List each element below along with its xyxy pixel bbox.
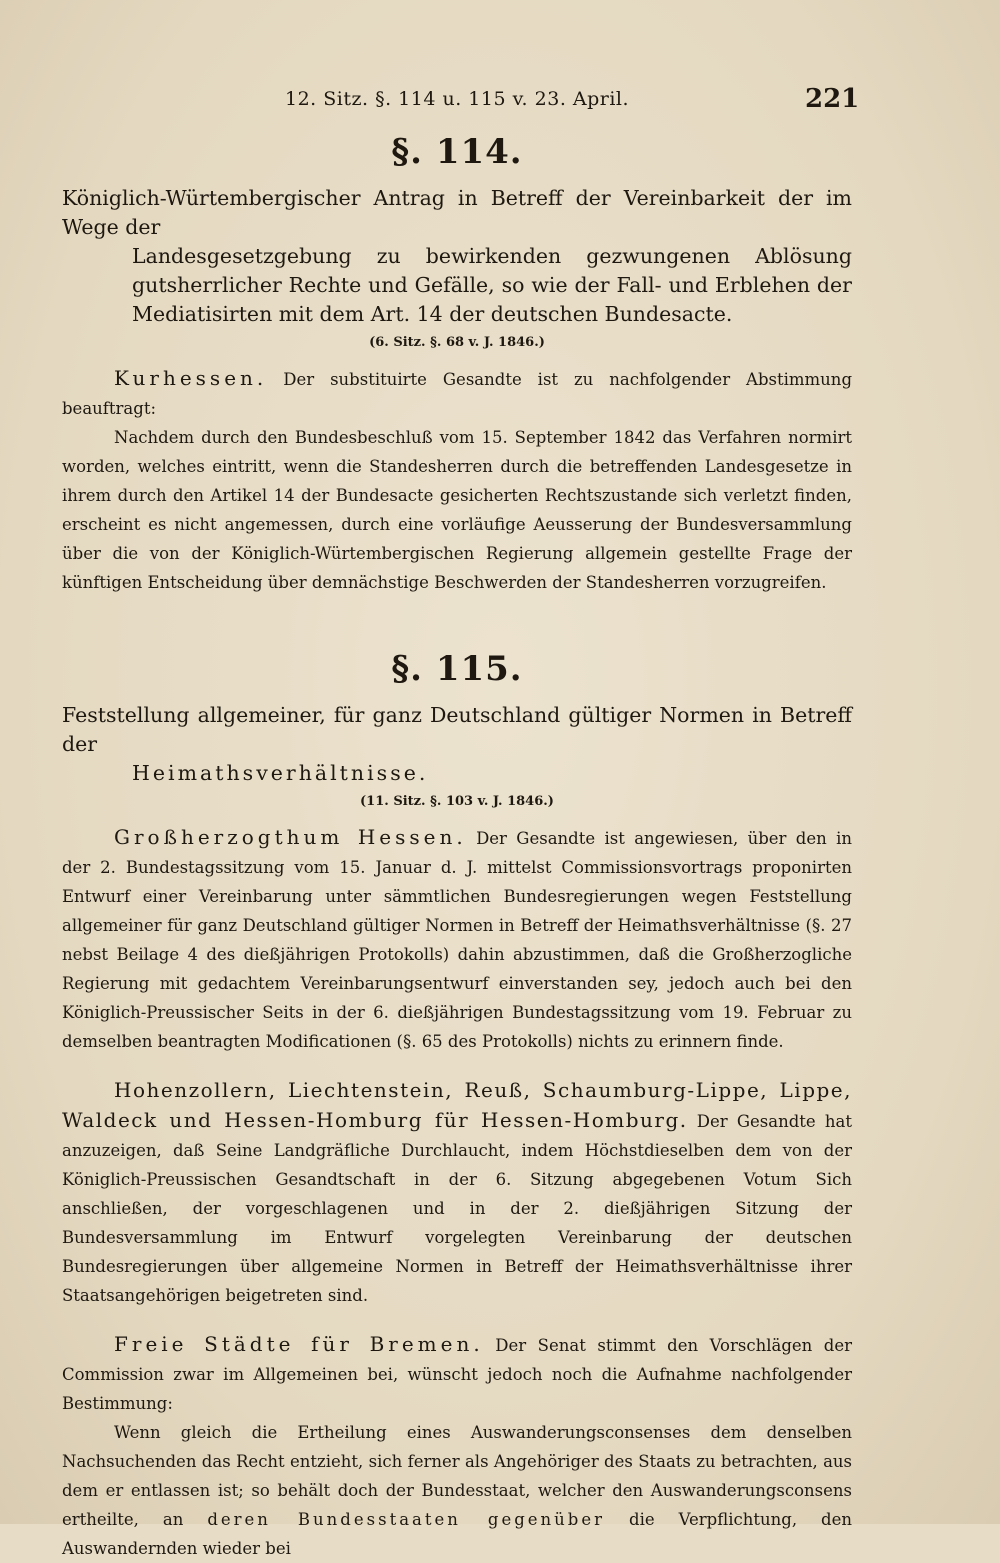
paragraph-gap	[62, 1310, 852, 1330]
section-title	[62, 701, 852, 788]
vote-paragraph	[62, 364, 852, 423]
section-heading: §. 115.	[391, 649, 523, 689]
section-gap	[62, 597, 852, 649]
section-title-line2: Heimathsverhältnisse.	[132, 761, 429, 785]
section-title	[62, 184, 852, 329]
state-name: Hohenzollern, Liechtenstein, Reuß, Schaumburg-Lippe, Lippe, Waldeck und Hessen-Homburg für Hessen-Homburg.	[62, 1078, 852, 1132]
state-name: Kurhessen.	[114, 366, 268, 390]
vote-text: Der Senat stimmt den Vorschlägen der Commission zwar im Allgemeinen bei, wünscht jedoch noch die Aufnahme nachfolgender Bestimmung:	[62, 1336, 853, 1413]
vote-paragraph: Nachdem durch den Bundesbeschluß vom 15. September 1842 das Verfahren normirt worden, welches eintritt, wenn die Standesherren durch die betreffenden Landesgesetze in ihrem durch den Artikel 14 der Bundesacte gesicherten Rechtszustande sich verletzt finden, erscheint es nicht angemessen, durch eine vorläufige Aeusserung der Bundesversammlung über die von der Königlich-Würtembergischen Regierung allgemein gestellte Frage der künftigen Entscheidung über demnächstige Beschwerden der Standesherren vorzugreifen.	[62, 428, 852, 592]
paragraph-gap	[62, 1056, 852, 1076]
vote-paragraph	[62, 1076, 852, 1310]
vote-text: Der Gesandte hat anzuzeigen, daß Seine Landgräfliche Durchlaucht, indem Höchstdieselben dem von der Königlich-Preussischen Gesandtschaft in der 6. Sitzung abgegebenen Votum Sich anschließen, der vorgeschlagenen und in der 2. dießjährigen Sitzung der Bundesversammlung im Entwurf vorgelegten Vereinbarung der deutschen Bundesregierungen über allgemeine Normen in Betreff der Heimathsverhältnisse ihrer Staatsangehörigen beigetreten sind.	[62, 1112, 852, 1305]
page-content	[62, 132, 852, 1563]
vote-paragraph	[62, 823, 852, 1056]
vote-text: Der Gesandte ist angewiesen, über den in der 2. Bundestagssitzung vom 15. Januar d. J. mittelst Commissionsvortrags proponirten Entwurf einer Vereinbarung unter sämmtlichen Bundesregierungen wegen Feststellung allgemeiner für ganz Deutschland gültiger Normen in Betreff der Heimathsverhältnisse (§. 27 nebst Beilage 4 des dießjährigen Protokolls) dahin abzustimmen, daß die Großherzogliche Regierung mit gedachtem Vereinbarungsentwurf einverstanden sey, jedoch auch bei den Königlich-Preussischer Seits in der 6. dießjährigen Bundestagssitzung vom 19. Februar zu demselben beantragten Modificationen (§. 65 des Protokolls) nichts zu erinnern finde.	[62, 829, 852, 1051]
running-head: 12. Sitz. §. 114 u. 115 v. 23. April.	[285, 88, 630, 110]
section-title-line1: Königlich-Würtembergischer Antrag in Betreff der Vereinbarkeit der im Wege der	[62, 186, 852, 239]
state-name: Freie Städte für Bremen.	[114, 1332, 484, 1356]
page-number: 221	[805, 84, 860, 114]
vote-text: Wenn gleich die Ertheilung eines Auswanderungsconsenses dem denselben Nachsuchenden das Recht entzieht, sich ferner als Angehöriger des Staats zu betrachten, aus dem er entlassen ist; so behält doch der Bundesstaat, welcher den Auswanderungsconsens ertheilte, an	[62, 1423, 852, 1529]
vote-text: Der substituirte Gesandte ist zu nachfolgender Abstimmung beauftragt:	[62, 370, 853, 418]
section-reference: (11. Sitz. §. 103 v. J. 1846.)	[360, 794, 554, 809]
section-reference: (6. Sitz. §. 68 v. J. 1846.)	[369, 335, 545, 350]
section-114	[62, 132, 852, 597]
section-115	[62, 649, 852, 1563]
emphasized-text: deren Bundesstaaten gegenüber	[207, 1510, 606, 1529]
vote-paragraph	[62, 1330, 852, 1418]
section-title-rest: Landesgesetzgebung zu bewirkenden gezwungenen Ablösung gutsherrlicher Rechte und Gefälle, so wie der Fall- und Erblehen der Mediatisirten mit dem Art. 14 der deutschen Bundesacte.	[132, 244, 852, 326]
state-name: Großherzogthum Hessen.	[114, 825, 467, 849]
vote-paragraph	[62, 1418, 852, 1563]
section-heading: §. 114.	[391, 132, 523, 172]
section-title-line1: Feststellung allgemeiner, für ganz Deutschland gültiger Normen in Betreff der	[62, 703, 852, 756]
vote-text: die Verpflichtung, den Auswandernden wieder bei	[62, 1510, 853, 1558]
page-header	[0, 84, 1000, 120]
